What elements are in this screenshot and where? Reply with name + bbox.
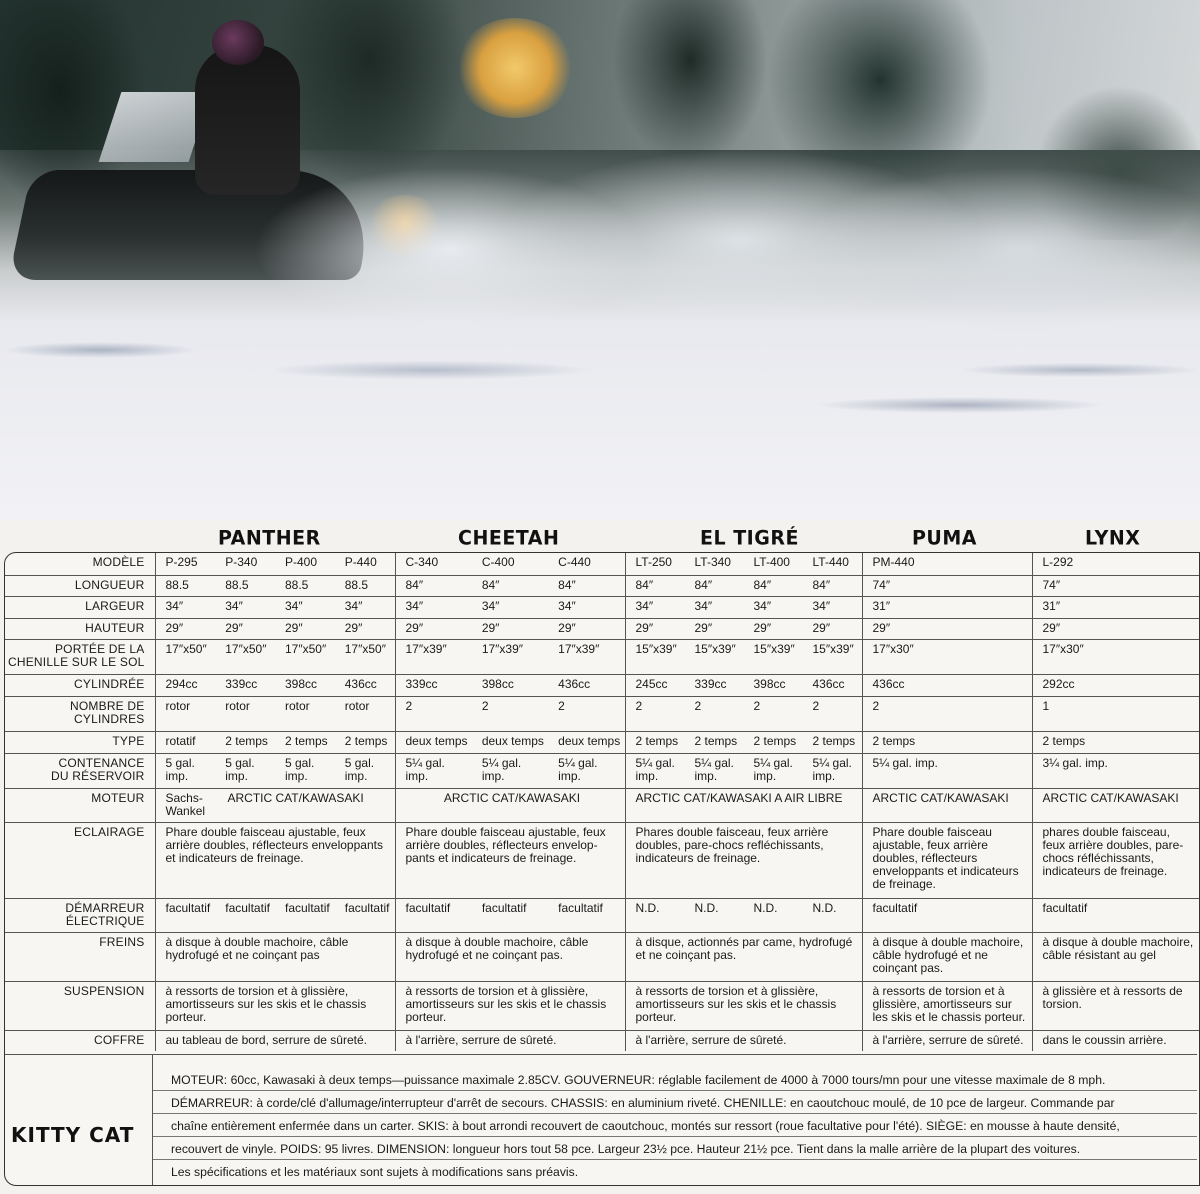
cell-value: 2: [635, 698, 643, 713]
cell-tigre: [625, 932, 862, 981]
row-label-line: PORTÉE DE LA: [54, 641, 145, 656]
model-header-el-tigre: EL TIGRÉ: [700, 526, 799, 550]
helmet: [212, 20, 264, 65]
cell-value: 29″: [1042, 620, 1061, 635]
cell-panther: [155, 898, 395, 932]
cell-value: L-292: [1042, 555, 1074, 569]
cell-value: 2 temps: [694, 733, 738, 748]
row-label-line: CHENILLE SUR LE SOL: [7, 654, 145, 669]
cell-value: 2: [558, 698, 565, 713]
cell-value: 29″: [481, 620, 500, 635]
row-label: [5, 822, 155, 898]
cell-lynx: [1032, 1030, 1200, 1051]
cell-value: 29″: [635, 620, 654, 635]
cell-value: à glissière et à ressorts de torsion.: [1042, 983, 1183, 1011]
cell-value: 436cc: [812, 676, 845, 691]
cell-value: 29″: [344, 620, 363, 635]
cell-value: 34″: [285, 598, 303, 613]
cell-value: 34″: [165, 598, 184, 613]
cell-value: 29″: [405, 620, 424, 635]
cell-panther: [155, 639, 395, 674]
cell-panther: [155, 618, 395, 639]
cell-value: 29″: [558, 620, 576, 635]
cell-value: 339cc: [694, 676, 727, 691]
cell-tigre: [625, 596, 862, 618]
row-label: [5, 596, 155, 618]
cell-value: facultatif: [285, 900, 330, 915]
cell-value: 294cc: [165, 676, 198, 691]
cell-value: 436cc: [872, 676, 905, 691]
spec-row: [5, 898, 1200, 932]
spec-table: [4, 552, 1200, 1186]
cell-value: 15″x39″: [635, 641, 677, 656]
cell-puma: [862, 639, 1032, 674]
cell-tigre: [625, 674, 862, 696]
cell-value: 17″x39″: [558, 641, 600, 656]
cell-value: ARCTIC CAT/KAWASAKI: [872, 790, 1009, 805]
cell-value: 34″: [405, 598, 424, 613]
row-label-line: LONGUEUR: [74, 577, 145, 592]
cell-value: LT-400: [753, 555, 790, 569]
cell-puma: [862, 731, 1032, 753]
cell-value: 245cc: [635, 676, 668, 691]
cell-value: 398cc: [753, 676, 786, 691]
row-label-line: TYPE: [112, 733, 145, 748]
cell-value: C-400: [481, 555, 515, 569]
cell-value: 84″: [481, 577, 500, 592]
row-label: [5, 788, 155, 822]
cell-puma: [862, 596, 1032, 618]
cell-value: rotatif: [165, 733, 196, 748]
cell-value: ARCTIC CAT/KAWASAKI: [227, 790, 364, 805]
cell-value: 5¼ gal. imp.: [558, 755, 598, 783]
cell-value: 29″: [812, 620, 831, 635]
cell-value: 436cc: [558, 676, 591, 691]
cell-value: à l'arrière, serrure de sûreté.: [872, 1032, 1024, 1047]
cell-value: rotor: [165, 698, 191, 713]
cell-value: ARCTIC CAT/KAWASAKI A AIR LIBRE: [635, 790, 843, 805]
cell-value: facultatif: [165, 900, 211, 915]
row-label: [5, 932, 155, 981]
cell-value: LT-250: [635, 555, 672, 569]
cell-value: C-440: [558, 555, 591, 569]
cell-value: 29″: [285, 620, 303, 635]
cell-value: 2 temps: [872, 733, 916, 748]
cell-value: rotor: [285, 698, 310, 713]
cell-value: Sachs- Wankel: [165, 790, 206, 818]
row-label-line: MODÈLE: [92, 555, 145, 569]
row-label-line: FREINS: [99, 934, 145, 949]
cell-value: N.D.: [812, 900, 837, 915]
row-label: [5, 731, 155, 753]
cell-value: deux temps: [481, 733, 544, 748]
cell-value: 31″: [1042, 598, 1061, 613]
cell-value: 31″: [872, 598, 891, 613]
cell-value: à ressorts de torsion et à glissière, amortisseurs sur les skis et le chassis porteur.: [635, 983, 837, 1024]
row-label: [5, 639, 155, 674]
cell-puma: [862, 674, 1032, 696]
spec-row: [5, 575, 1200, 596]
spec-row: [5, 753, 1200, 788]
cell-value: à disque, actionnés par came, hydrofugé et ne coinçant pas.: [635, 934, 853, 962]
cell-value: 15″x39″: [812, 641, 854, 656]
cell-value: 2: [481, 698, 489, 713]
cell-cheetah: [395, 981, 625, 1030]
cell-value: 5¼ gal. imp.: [405, 755, 445, 783]
cell-value: 88.5: [285, 577, 309, 592]
cell-panther: [155, 822, 395, 898]
row-label-line: ÉLECTRIQUE: [65, 913, 145, 928]
cell-value: N.D.: [635, 900, 660, 915]
cell-value: 398cc: [481, 676, 514, 691]
cell-value: 5 gal. imp.: [285, 755, 315, 783]
cell-value: à ressorts de torsion et à glissière, amortisseurs sur les skis et le chassis porteur.: [165, 983, 367, 1024]
cell-puma: [862, 788, 1032, 822]
cell-tigre: [625, 981, 862, 1030]
cell-value: 88.5: [344, 577, 369, 592]
spec-row: [5, 1030, 1200, 1051]
cell-lynx: [1032, 822, 1200, 898]
cell-value: à disque à double machoire, câble hydrofugé et ne coinçant pas: [165, 934, 349, 962]
kitty-cat-line: DÉMARREUR: à corde/clé d'allumage/interrupteur d'arrêt de secours. CHASSIS: en aluminium riveté. CHENILLE: en caoutchouc moulé, de 10 pce de largeur. Commande par: [153, 1092, 1197, 1114]
spec-row: [5, 596, 1200, 618]
cell-value: deux temps: [405, 733, 468, 748]
cell-value: 84″: [405, 577, 424, 592]
kitty-cat-section: [4, 1054, 1197, 1186]
cell-lynx: [1032, 674, 1200, 696]
cell-cheetah: [395, 788, 625, 822]
cell-value: 339cc: [225, 676, 258, 691]
cell-value: 34″: [753, 598, 772, 613]
cell-value: P-440: [344, 555, 377, 569]
row-label-line: MOTEUR: [91, 790, 145, 805]
cell-value: 2 temps: [635, 733, 679, 748]
cell-puma: [862, 1030, 1032, 1051]
cell-value: 2: [753, 698, 761, 713]
cell-value: 2: [812, 698, 820, 713]
cell-value: 17″x50″: [225, 641, 267, 656]
row-label-line: CYLINDRES: [74, 711, 145, 726]
spec-grid: [5, 553, 1200, 1051]
model-header-lynx: LYNX: [1085, 526, 1141, 550]
cell-lynx: [1032, 596, 1200, 618]
kitty-cat-line: chaîne entièrement enfermée dans un carter. SKIS: à bout arrondi recouvert de caoutchouc, montés sur ressort (roue facultative pour l'été). SIÈGE: en mousse à haute densité,: [153, 1115, 1197, 1137]
cell-tigre: [625, 639, 862, 674]
model-header-puma: PUMA: [912, 526, 977, 550]
cell-lynx: [1032, 696, 1200, 731]
cell-value: 34″: [481, 598, 500, 613]
spec-row: [5, 674, 1200, 696]
row-label: [5, 618, 155, 639]
cell-value: PM-440: [872, 555, 915, 569]
spec-row: [5, 932, 1200, 981]
cell-value: 34″: [558, 598, 576, 613]
cell-value: 17″x50″: [344, 641, 386, 656]
cell-lynx: [1032, 981, 1200, 1030]
cell-value: Phares double faisceau, feux arrière doubles, pare-chocs refléchissants, indicateurs de freinage.: [635, 824, 829, 865]
cell-panther: [155, 696, 395, 731]
spec-row: [5, 696, 1200, 731]
cell-value: 34″: [635, 598, 654, 613]
cell-value: 5¼ gal. imp.: [753, 755, 793, 783]
cell-value: Phare double faisceau ajustable, feux arrière doubles, réflecteurs enveloppants et indicateurs de freinage.: [165, 824, 383, 865]
cell-value: rotor: [344, 698, 370, 713]
cell-puma: [862, 618, 1032, 639]
spec-row: [5, 553, 1200, 575]
cell-tigre: [625, 1030, 862, 1051]
cell-puma: [862, 822, 1032, 898]
cell-value: facultatif: [1042, 900, 1088, 915]
cell-value: facultatif: [405, 900, 451, 915]
cell-value: 5¼ gal. imp.: [694, 755, 734, 783]
cell-value: 17″x39″: [481, 641, 524, 656]
cell-value: 398cc: [285, 676, 318, 691]
cell-value: ARCTIC CAT/KAWASAKI: [443, 790, 581, 805]
cell-panther: [155, 788, 395, 822]
row-label-line: CYLINDRÉE: [74, 676, 145, 691]
cell-panther: [155, 674, 395, 696]
cell-tigre: [625, 822, 862, 898]
cell-value: à l'arrière, serrure de sûreté.: [405, 1032, 557, 1047]
cell-value: 88.5: [225, 577, 249, 592]
cell-value: N.D.: [694, 900, 719, 915]
cell-value: à disque à double machoire, câble résistant au gel: [1042, 934, 1194, 962]
row-label: [5, 575, 155, 596]
cell-value: 34″: [694, 598, 713, 613]
cell-value: 84″: [694, 577, 713, 592]
cell-value: 17″x50″: [165, 641, 207, 656]
cell-value: au tableau de bord, serrure de sûreté.: [165, 1032, 367, 1047]
cell-value: facultatif: [225, 900, 270, 915]
cell-lynx: [1032, 898, 1200, 932]
cell-value: 74″: [1042, 577, 1061, 592]
cell-value: facultatif: [872, 900, 918, 915]
cell-puma: [862, 753, 1032, 788]
cell-value: 15″x39″: [753, 641, 795, 656]
cell-value: à l'arrière, serrure de sûreté.: [635, 1032, 787, 1047]
cell-value: 339cc: [405, 676, 438, 691]
cell-value: 2: [694, 698, 702, 713]
cell-cheetah: [395, 696, 625, 731]
cell-tigre: [625, 731, 862, 753]
cell-tigre: [625, 575, 862, 596]
cell-lynx: [1032, 731, 1200, 753]
sun-glow: [455, 18, 575, 118]
spec-row: [5, 822, 1200, 898]
cell-value: 5¼ gal. imp.: [872, 755, 938, 770]
cell-value: 2: [405, 698, 413, 713]
cell-value: 15″x39″: [694, 641, 736, 656]
row-label: [5, 696, 155, 731]
cell-value: 2 temps: [344, 733, 388, 748]
cell-value: 2 temps: [812, 733, 856, 748]
cell-value: 84″: [812, 577, 831, 592]
cell-tigre: [625, 553, 862, 575]
row-label-line: NOMBRE DE: [70, 698, 145, 713]
cell-value: phares double faisceau, feux arrière doubles, pare-chocs réfléchissants, indicateurs de freinage.: [1042, 824, 1184, 878]
cell-tigre: [625, 753, 862, 788]
kitty-cat-line: Les spécifications et les matériaux sont sujets à modifications sans préavis.: [171, 1165, 579, 1179]
cell-value: 2 temps: [753, 733, 797, 748]
snow-shadows: [0, 330, 1200, 450]
cell-value: 88.5: [165, 577, 189, 592]
cell-value: à disque à double machoire, câble hydrofugé et ne coinçant pas.: [872, 934, 1024, 975]
kitty-cat-line: recouvert de vinyle. POIDS: 95 livres. DIMENSION: longueur hors tout 58 pce. Largeur 23½ pce. Hauteur 21½ pce. Tient dans la malle arrière de la plupart des voitures.: [153, 1138, 1197, 1160]
cell-value: 29″: [872, 620, 891, 635]
cell-tigre: [625, 696, 862, 731]
cell-cheetah: [395, 639, 625, 674]
cell-value: à disque à double machoire, câble hydrofugé et ne coinçant pas.: [405, 934, 589, 962]
snowmobile-photo: [0, 0, 1200, 520]
cell-value: à ressorts de torsion et à glissière, amortisseurs sur les skis et le chassis porteur.: [872, 983, 1026, 1024]
cell-value: N.D.: [753, 900, 778, 915]
cell-value: LT-340: [694, 555, 731, 569]
cell-value: 5 gal. imp.: [225, 755, 255, 783]
cell-value: 2 temps: [225, 733, 268, 748]
spec-row: [5, 639, 1200, 674]
cell-lynx: [1032, 618, 1200, 639]
model-header-panther: PANTHER: [218, 526, 321, 550]
cell-value: 34″: [344, 598, 363, 613]
cell-lynx: [1032, 932, 1200, 981]
cell-value: C-340: [405, 555, 439, 569]
cell-puma: [862, 575, 1032, 596]
cell-cheetah: [395, 674, 625, 696]
row-label: [5, 553, 155, 575]
cell-value: 5 gal. imp.: [344, 755, 375, 783]
cell-panther: [155, 596, 395, 618]
cell-value: facultatif: [344, 900, 390, 915]
cell-puma: [862, 696, 1032, 731]
cell-cheetah: [395, 753, 625, 788]
cell-cheetah: [395, 553, 625, 575]
row-label-line: DÉMARREUR: [65, 900, 145, 915]
row-label: [5, 898, 155, 932]
cell-value: 5¼ gal. imp.: [812, 755, 852, 783]
cell-value: 74″: [872, 577, 891, 592]
cell-value: 84″: [753, 577, 772, 592]
row-label-line: HAUTEUR: [85, 620, 145, 635]
row-label: [5, 981, 155, 1030]
cell-value: 2 temps: [1042, 733, 1086, 748]
spec-row: [5, 981, 1200, 1030]
cell-lynx: [1032, 753, 1200, 788]
row-label: [5, 674, 155, 696]
cell-panther: [155, 553, 395, 575]
cell-lynx: [1032, 639, 1200, 674]
cell-lynx: [1032, 575, 1200, 596]
cell-cheetah: [395, 618, 625, 639]
cell-value: P-295: [165, 555, 198, 569]
cell-value: 84″: [635, 577, 654, 592]
cell-value: 84″: [558, 577, 576, 592]
cell-value: ARCTIC CAT/KAWASAKI: [1042, 790, 1179, 805]
spec-row: [5, 731, 1200, 753]
cell-panther: [155, 753, 395, 788]
cell-panther: [155, 932, 395, 981]
cell-panther: [155, 1030, 395, 1051]
cell-value: 5¼ gal. imp.: [481, 755, 522, 783]
cell-value: 34″: [225, 598, 243, 613]
kitty-cat-line: MOTEUR: 60cc, Kawasaki à deux temps—puissance maximale 2.85CV. GOUVERNEUR: réglable facilement de 4000 à 7000 tours/mn pour une vitesse maximale de 8 mph.: [153, 1069, 1197, 1091]
cell-value: 17″x39″: [405, 641, 447, 656]
cell-value: 292cc: [1042, 676, 1075, 691]
cell-value: 17″x30″: [1042, 641, 1084, 656]
cell-cheetah: [395, 898, 625, 932]
cell-value: 2 temps: [285, 733, 328, 748]
cell-tigre: [625, 898, 862, 932]
cell-value: 3¼ gal. imp.: [1042, 755, 1108, 770]
cell-cheetah: [395, 1030, 625, 1051]
row-label-line: COFFRE: [93, 1032, 145, 1047]
cell-value: 29″: [165, 620, 184, 635]
cell-value: P-340: [225, 555, 258, 569]
row-label: [5, 753, 155, 788]
cell-value: à ressorts de torsion et à glissière, amortisseurs sur les skis et le chassis porteur.: [405, 983, 607, 1024]
cell-cheetah: [395, 822, 625, 898]
row-label-line: DU RÉSERVOIR: [50, 768, 145, 783]
cell-panther: [155, 731, 395, 753]
cell-value: 17″x30″: [872, 641, 914, 656]
cell-panther: [155, 981, 395, 1030]
cell-puma: [862, 898, 1032, 932]
cell-value: dans le coussin arrière.: [1042, 1032, 1167, 1047]
cell-value: 5¼ gal. imp.: [635, 755, 675, 783]
cell-lynx: [1032, 788, 1200, 822]
kitty-cat-title: KITTY CAT: [11, 1123, 135, 1147]
cell-value: facultatif: [558, 900, 603, 915]
cell-value: 436cc: [344, 676, 377, 691]
row-label: [5, 1030, 155, 1051]
cell-value: 29″: [753, 620, 772, 635]
cell-tigre: [625, 788, 862, 822]
model-header-cheetah: CHEETAH: [458, 526, 560, 550]
cell-value: Phare double faisceau ajustable, feux arrière doubles, réflecteurs envelop-pants et indicateurs de freinage.: [405, 824, 606, 865]
cell-value: LT-440: [812, 555, 849, 569]
cell-puma: [862, 932, 1032, 981]
snow-spray: [120, 120, 1200, 330]
cell-value: 5 gal. imp.: [165, 755, 195, 783]
cell-puma: [862, 553, 1032, 575]
spec-row: [5, 788, 1200, 822]
cell-value: facultatif: [481, 900, 527, 915]
cell-value: 2: [872, 698, 880, 713]
cell-value: deux temps: [558, 733, 621, 748]
row-label-line: SUSPENSION: [63, 983, 145, 998]
row-label-line: ECLAIRAGE: [74, 824, 145, 839]
cell-cheetah: [395, 932, 625, 981]
cell-cheetah: [395, 575, 625, 596]
cell-value: 34″: [812, 598, 831, 613]
row-label-line: LARGEUR: [85, 598, 145, 613]
cell-tigre: [625, 618, 862, 639]
cell-value: 17″x50″: [285, 641, 327, 656]
cell-value: P-400: [285, 555, 318, 569]
cell-value: 29″: [225, 620, 243, 635]
spec-row: [5, 618, 1200, 639]
cell-value: 1: [1042, 698, 1050, 713]
cell-cheetah: [395, 596, 625, 618]
cell-puma: [862, 981, 1032, 1030]
cell-cheetah: [395, 731, 625, 753]
cell-lynx: [1032, 553, 1200, 575]
cell-value: Phare double faisceau ajustable, feux arrière doubles, réflecteurs enveloppants et indicateurs de freinage.: [872, 824, 1019, 891]
cell-value: 29″: [694, 620, 713, 635]
row-label-line: CONTENANCE: [58, 755, 145, 770]
cell-value: rotor: [225, 698, 250, 713]
cell-panther: [155, 575, 395, 596]
